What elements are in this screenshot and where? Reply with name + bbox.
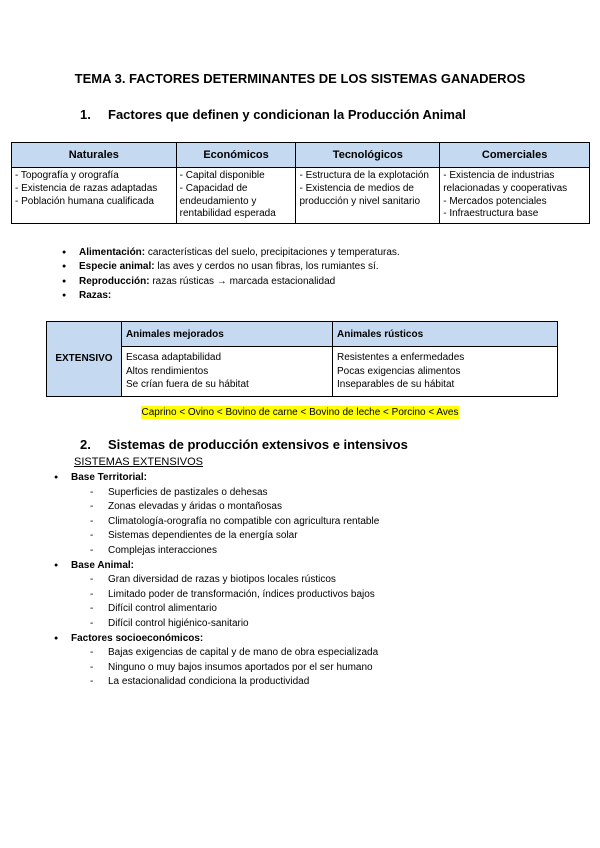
bullet-label: Reproducción:	[79, 275, 150, 287]
bullet-text: razas rústicas → marcada estacionalidad	[149, 275, 336, 287]
header-tecnologicos: Tecnológicos	[296, 143, 440, 168]
group-heading: ● Base Animal:	[54, 559, 379, 574]
list-item: - Difícil control alimentario	[54, 602, 379, 617]
cell-line: - Población humana cualificada	[15, 195, 154, 207]
group-heading: ● Factores socioeconómicos:	[54, 632, 379, 647]
cell-line: - Existencia de medios de producción y nivel sanitario	[299, 182, 421, 207]
section-number: 2.	[80, 437, 91, 452]
header-rusticos: Animales rústicos	[332, 322, 557, 347]
cell-mejorados	[121, 347, 332, 397]
factors-bullet-list	[62, 246, 400, 303]
list-item: - Difícil control higiénico-sanitario	[54, 617, 379, 632]
breeds-table	[46, 321, 558, 397]
cell-line: Pocas exigencias alimentos	[336, 365, 461, 377]
cell-line: - Capacidad de endeudamiento y rentabilidad esperada	[179, 182, 276, 220]
cell-line: Resistentes a enfermedades	[336, 352, 465, 363]
list-item: - La estacionalidad condiciona la productividad	[54, 675, 379, 690]
cell-line: - Topografía y orografía	[15, 170, 119, 181]
document-title: TEMA 3. FACTORES DETERMINANTES DE LOS SISTEMAS GANADEROS	[74, 71, 526, 86]
list-item: - Ninguno o muy bajos insumos aportados por el ser humano	[54, 661, 379, 676]
list-item: - Limitado poder de transformación, índices productivos bajos	[54, 588, 379, 603]
cell-line: Se crían fuera de su hábitat	[125, 379, 249, 390]
list-item: - Sistemas dependientes de la energía solar	[54, 529, 379, 544]
cell-line: Escasa adaptabilidad	[125, 352, 222, 363]
section-title: Sistemas de producción extensivos e intensivos	[108, 437, 408, 452]
section-number: 1.	[80, 107, 91, 122]
factors-header-row	[12, 143, 590, 168]
list-item: - Zonas elevadas y áridas o montañosas	[54, 500, 379, 515]
cell-line: - Infraestructura base	[443, 208, 539, 220]
cell-line: Inseparables de su hábitat	[336, 379, 455, 390]
list-item: - Gran diversidad de razas y biotipos locales rústicos	[54, 573, 379, 588]
bullet-label: Especie animal:	[79, 261, 155, 273]
highlighted-text: Caprino < Ovino < Bovino de carne < Bovino de leche < Porcino < Aves	[141, 407, 459, 418]
factors-table	[11, 142, 590, 224]
list-item: - Superficies de pastizales o dehesas	[54, 486, 379, 501]
bullet-item	[62, 260, 400, 274]
group-heading: ● Base Territorial:	[54, 471, 379, 486]
factors-body-row	[12, 168, 590, 224]
list-item: - Complejas interacciones	[54, 544, 379, 559]
header-naturales: Naturales	[12, 143, 177, 168]
cell-economicos	[176, 168, 296, 224]
bullet-item	[62, 289, 400, 303]
cell-line: - Estructura de la explotación	[299, 170, 429, 181]
section-2-heading	[80, 437, 408, 452]
cell-rusticos	[332, 347, 557, 397]
bullet-text: las aves y cerdos no usan fibras, los rumiantes sí.	[154, 261, 379, 273]
bullet-label: Alimentación:	[79, 247, 146, 258]
breeds-header-row	[47, 322, 558, 347]
cell-comerciales	[440, 168, 590, 224]
highlight-line	[0, 407, 600, 418]
extensivo-label: EXTENSIVO	[47, 322, 122, 397]
list-item: - Climatología-orografía no compatible con agricultura rentable	[54, 515, 379, 530]
cell-line: - Existencia de industrias relacionadas y cooperativas	[443, 170, 568, 194]
cell-line: - Capital disponible	[179, 170, 265, 181]
header-economicos: Económicos	[176, 143, 296, 168]
subheading: SISTEMAS EXTENSIVOS	[74, 456, 203, 468]
cell-naturales	[12, 168, 177, 224]
section-1-heading	[80, 107, 466, 122]
bullet-label: Razas:	[79, 289, 112, 301]
bullet-item	[62, 246, 400, 260]
bullet-item	[62, 275, 400, 289]
cell-line: Altos rendimientos	[125, 365, 209, 377]
breeds-body-row	[47, 347, 558, 397]
list-item: - Bajas exigencias de capital y de mano de obra especializada	[54, 646, 379, 661]
header-mejorados: Animales mejorados	[121, 322, 332, 347]
section-title: Factores que definen y condicionan la Producción Animal	[108, 107, 466, 122]
bullet-text: características del suelo, precipitaciones y temperaturas.	[145, 247, 400, 258]
header-comerciales: Comerciales	[440, 143, 590, 168]
cell-tecnologicos	[296, 168, 440, 224]
cell-line: - Mercados potenciales	[443, 195, 547, 207]
cell-line: - Existencia de razas adaptadas	[15, 182, 158, 194]
extensive-systems-list	[54, 471, 379, 690]
